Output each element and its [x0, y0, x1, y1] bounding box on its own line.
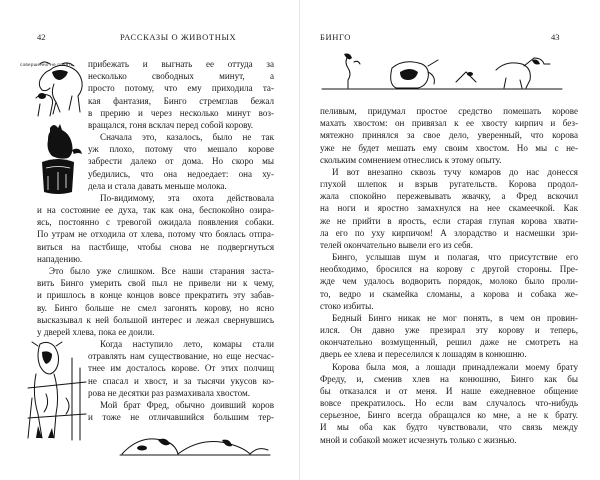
text-line: Корова была моя, а лошади принадлежали моему брату: [332, 361, 578, 372]
text-line: дверь ее хлева и переселился к лошадям в конюшню.: [320, 349, 527, 360]
right-page: [300, 0, 600, 480]
text-line: кая фантазия, Бинго стремглав бежал: [88, 95, 274, 106]
text-line: в прерию и через несколько минут воз-: [88, 107, 274, 118]
text-line: телей окончательно вывели его из себя.: [320, 239, 473, 250]
text-line: вить Бинго умерить свой пыл не привели ни к чему,: [37, 278, 274, 289]
running-head: РАССКАЗЫ О ЖИВОТНЫХ: [120, 32, 237, 42]
text-block-b: [37, 180, 274, 338]
text-line: виться на пастбище, чтобы снова не подвергнуться: [37, 241, 274, 252]
page-number: 42: [37, 32, 46, 42]
text-line: убедились, что она недоедает: она ху-: [88, 168, 274, 179]
text-line: нападению.: [37, 253, 83, 264]
text-line: вращался, гоня всклач перед собой корову.: [88, 119, 254, 130]
running-head: БИНГО: [320, 32, 351, 42]
text-line: несколько свободных минут, а: [88, 71, 274, 82]
text-block-main: [320, 105, 578, 446]
text-line: скольким сомнением отнеслись к этому опыту.: [320, 154, 502, 165]
text-line: просто потому, что ему приходила та-: [88, 83, 274, 94]
dog-chasing-cow-sketch-icon: [32, 58, 88, 120]
cow-behind-fence-sketch-icon: [26, 338, 88, 446]
text-line: бы отказался и от меня. И наше ежедневное общение: [320, 385, 578, 396]
text-line: Бинго, услышав шум и полагая, что присутствие его: [332, 252, 578, 263]
text-line: и на состояние ее духа, так как она, беспокойно озира-: [37, 205, 274, 216]
text-line: По-видимому, эта охота действовала: [100, 192, 274, 203]
left-page: [0, 0, 299, 480]
text-line: И вот внезапно сквозь тучу комаров до нас донесся: [332, 166, 578, 177]
text-line: И мы оба как будто чувствовали, что связь между: [320, 422, 578, 433]
bingo-chasing-cow-frieze-icon: [320, 52, 564, 90]
text-line: необходимо, бросился на корову с другой стороны. Пре-: [320, 264, 578, 275]
text-line: уж плохо, потому что мешало корове: [88, 144, 274, 155]
page-number: 43: [551, 32, 560, 42]
text-line: По утрам не отходила от хлева, потому что боялась отпра-: [37, 229, 274, 240]
text-line: ву. Бинго больше не смел загонять корову, но ясно: [37, 302, 274, 313]
text-line: тнее им досталось корове. От этих полчищ: [88, 363, 274, 374]
text-line: Когда наступило лето, комары стали: [100, 339, 274, 349]
text-line: ла его по уху кирпичом! А злорадство и насмешки зри-: [320, 227, 578, 238]
text-line: жала спокойно пережевывать жвачку, а Фред вскочил: [320, 191, 578, 202]
text-line: прибежать и выгнать ее оттуда за: [88, 59, 274, 69]
text-line: Мой брат Фред, обычно доивший коров: [100, 399, 274, 410]
text-block-a: [88, 58, 274, 180]
text-line: серьезное, Бинго всегда обращался ко мне, а не к брату.: [320, 410, 578, 421]
text-line: дела и стала давать меньше молока.: [88, 180, 227, 191]
text-line: стоко избиты.: [320, 300, 374, 311]
illustration-caption: совершенно не понять: [20, 62, 74, 67]
text-line: и тоже не отличавшийся большим тер-: [88, 412, 274, 423]
text-line: на ноги и яростно замахнулся на нее скамеечкой. Как: [320, 203, 578, 214]
text-line: забрести далеко от дома. Но скоро мы: [88, 156, 274, 167]
text-line: ился. Он давно уже презирал эту корову и теперь,: [320, 325, 578, 336]
text-line: отравлять нам существование, но еще несчас-: [88, 351, 274, 362]
text-line: ясь, постоянно с тревогой ожидала появления собаки.: [37, 217, 274, 228]
text-line: Фреду, и, сменив хлев на конюшню, Бинго как бы: [320, 373, 578, 384]
text-line: Бедный Бинго никак не мог понять, в чем он провин-: [332, 312, 578, 323]
text-line: не спасал и хвост, и за тысячи укусов ко-: [88, 375, 274, 386]
text-line: окончательно возмущенный, решил даже не смотреть на: [320, 337, 578, 348]
dogs-asleep-sketch-icon: [118, 428, 274, 458]
dog-chasing-cow-sketch: [32, 58, 88, 120]
text-line: уже не будет мешать ему своим хвостом. Но мы с не-: [320, 142, 578, 153]
text-line: пеливым, придумал простое средство помешать корове: [320, 106, 578, 116]
text-line: у дверей хлева, пока ее доили.: [37, 326, 155, 337]
text-line: то, ведро и скамейка сломаны, а корова и собака же-: [320, 288, 578, 299]
text-line: рова не десятки раз размахивала хвостом.: [88, 387, 251, 398]
text-line: махать хвостом: он привязал к ее хвосту кирпич и без-: [320, 118, 578, 129]
text-block-c: [88, 338, 274, 423]
text-line: же не прийти в ярость, если старая глупая корова хвати-: [320, 215, 578, 226]
cow-behind-fence-sketch: [26, 338, 88, 446]
dogs-asleep-sketch: [118, 428, 274, 458]
text-line: Сначала это, казалось, было не так: [100, 132, 274, 143]
text-line: мятежно принялся за свое дело, уверенный, что корова: [320, 130, 578, 141]
text-line: мной и собакой может исчезнуть только с жизнью.: [320, 434, 517, 445]
text-line: Это было уже слишком. Все наши старания заста-: [49, 266, 274, 276]
text-line: глухой шлепок и взрыв ругательств. Корова продол-: [320, 179, 578, 190]
text-line: жде чем удалось водворить порядок, молоко было проли-: [320, 276, 578, 287]
text-line: вовсе прекратилось. Но если вам случалось что-нибудь: [320, 398, 578, 409]
text-line: и пришлось в конце концов вовсе прекратить эту забав-: [37, 290, 274, 301]
text-line: высказывал к ней большой интерес и лежал свернувшись: [37, 314, 274, 325]
bingo-chasing-cow-frieze: [320, 52, 564, 90]
